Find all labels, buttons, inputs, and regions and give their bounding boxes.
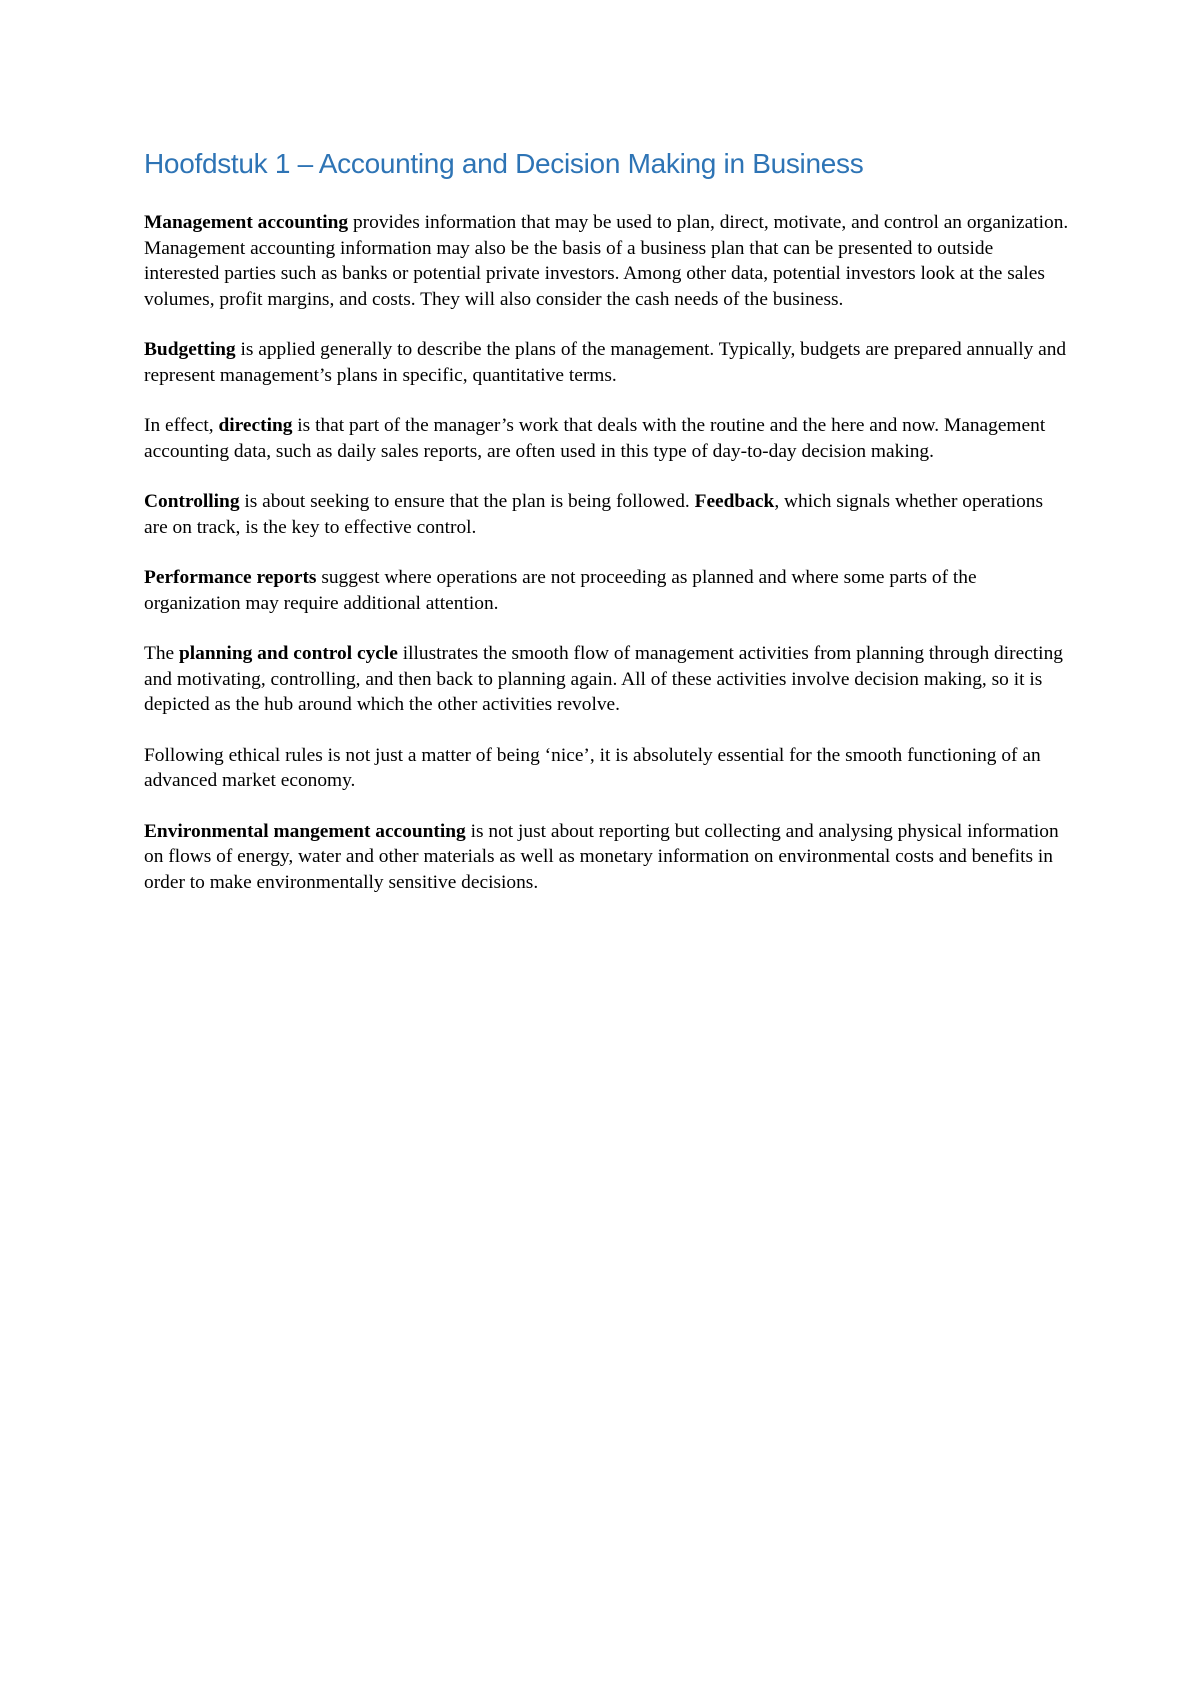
term-feedback: Feedback: [694, 491, 775, 512]
paragraph-text: is about seeking to ensure that the plan is being followed.: [239, 491, 695, 512]
chapter-title: Hoofdstuk 1 – Accounting and Decision Making in Business: [144, 148, 864, 179]
paragraph-text: is applied generally to describe the plans of the management. Typically, budgets are prepared annually and represent management’s plans in specific, quantitative terms.: [144, 339, 1067, 386]
paragraph-management-accounting: [144, 210, 1069, 312]
term-directing: directing: [218, 415, 293, 436]
paragraph-performance-reports: [144, 565, 1069, 616]
term-planning-and-control-cycle: planning and control cycle: [179, 643, 398, 664]
paragraph-text: , which signals whether operations are on track, is the key to effective control.: [144, 491, 1044, 538]
paragraph-controlling: [144, 489, 1069, 540]
term-budgetting: Budgetting: [144, 339, 236, 360]
paragraph-text: provides information that may be used to plan, direct, motivate, and control an organization. Management accounting information may also be the basis of a business plan that can be presented to outside interested parties such as banks or potential private investors. Among other data, potential investors look at the sales volumes, profit margins, and costs. They will also consider the cash needs of the business.: [144, 212, 1069, 310]
paragraph-planning-control-cycle: [144, 641, 1069, 718]
paragraph-text: is not just about reporting but collecting and analysing physical information on flows of energy, water and other materials as well as monetary information on environmental costs and benefits in order to make environmentally sensitive decisions.: [144, 820, 1059, 893]
paragraph-budgetting: [144, 337, 1069, 388]
term-management-accounting: Management accounting: [144, 212, 349, 233]
paragraph-lead-text: In effect,: [144, 415, 219, 436]
term-controlling: Controlling: [144, 491, 240, 512]
paragraph-environmental-accounting: [144, 819, 1069, 896]
term-performance-reports: Performance reports: [144, 567, 317, 588]
document-body: [144, 144, 1069, 920]
paragraph-ethical-rules: [144, 743, 1069, 794]
paragraph-text: is that part of the manager’s work that deals with the routine and the here and now. Management accounting data, such as daily sales reports, are often used in this type of day-to-day decision making.: [144, 415, 1046, 462]
paragraph-text: Following ethical rules is not just a matter of being ‘nice’, it is absolutely essential for the smooth functioning of an advanced market economy.: [144, 744, 1041, 791]
term-environmental-management-accounting: Environmental mangement accounting: [144, 820, 466, 842]
paragraph-text: suggest where operations are not proceeding as planned and where some parts of the organization may require additional attention.: [144, 567, 977, 614]
paragraph-lead-text: The: [144, 643, 179, 664]
paragraph-text: illustrates the smooth flow of management activities from planning through directing and motivating, controlling, and then back to planning again. All of these activities involve decision making, so it is depicted as the hub around which the other activities revolve.: [144, 643, 1063, 715]
paragraph-directing: [144, 413, 1069, 464]
